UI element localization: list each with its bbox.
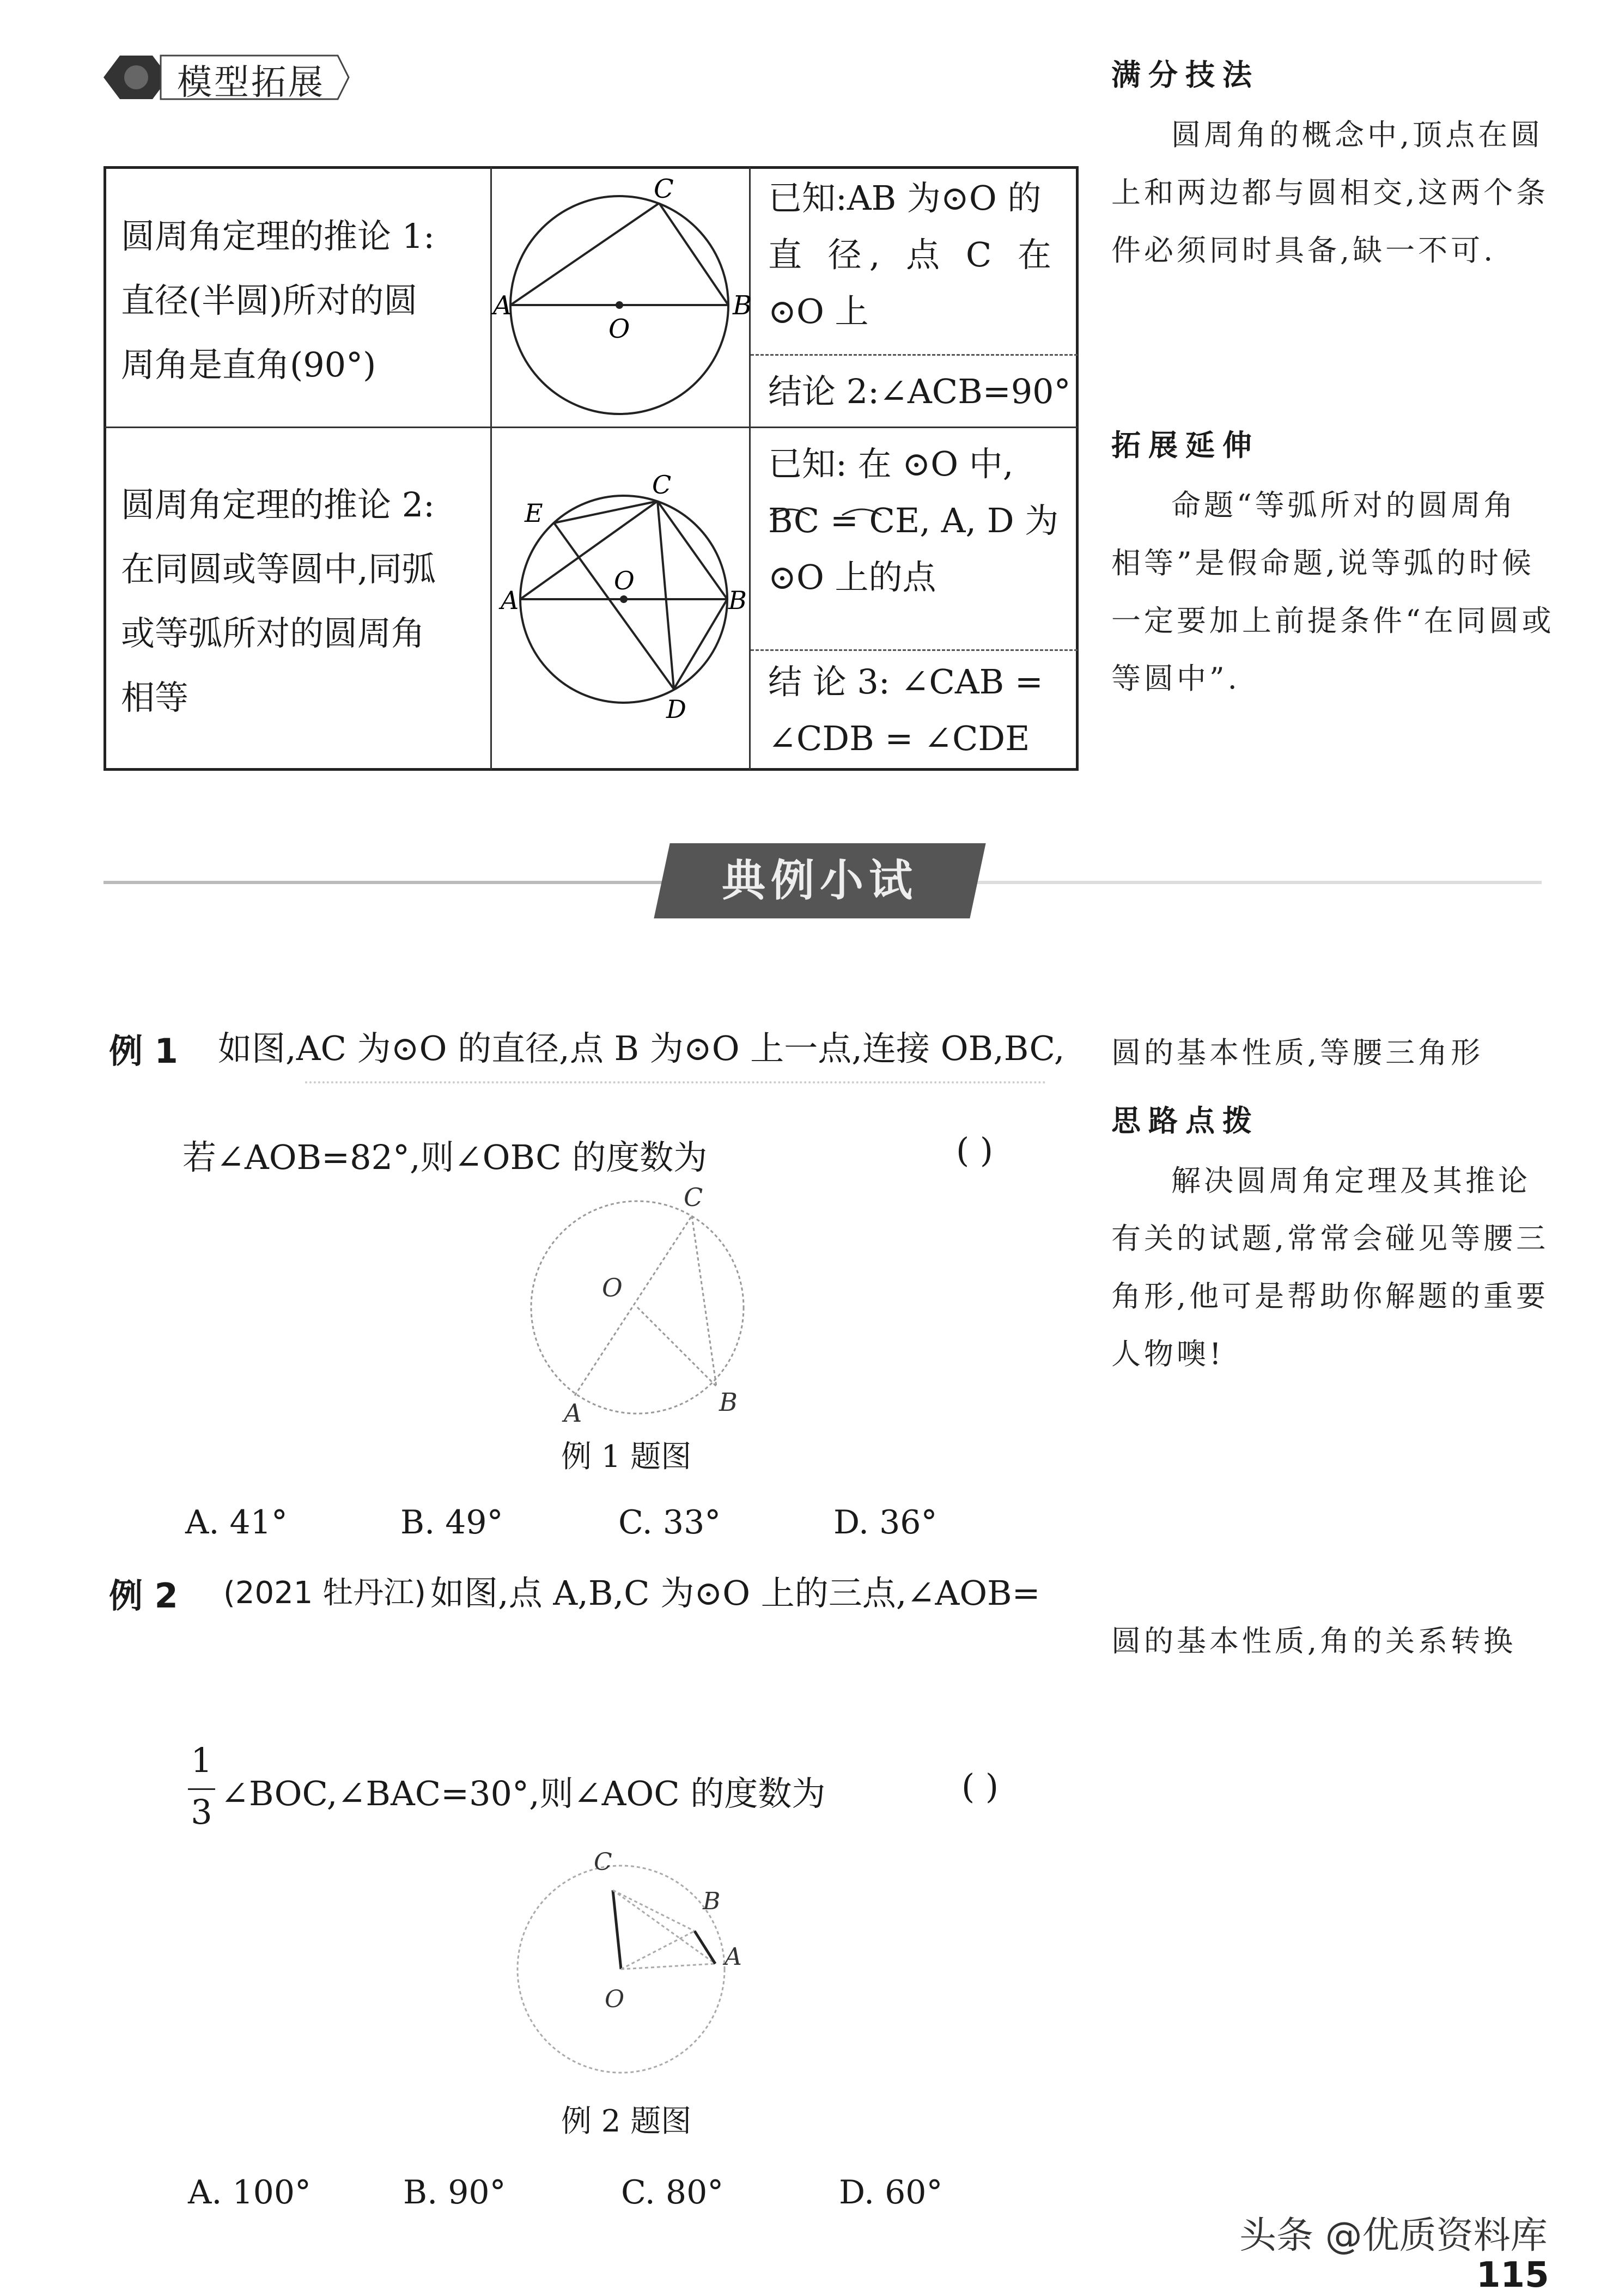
theorem-1-text: [121, 204, 435, 397]
example-2-option-a[interactable]: A. 100°: [188, 2173, 311, 2212]
example-1-option-b[interactable]: B. 49°: [400, 1503, 503, 1542]
conclusion-line: ∠CDB = ∠CDE: [768, 718, 1030, 758]
example-2-line-1: 如图,点 A,B,C 为⊙O 上的三点,∠AOB=: [430, 1573, 1040, 1613]
tip-line: 等圆中”.: [1111, 661, 1240, 696]
label-o: O: [608, 314, 630, 344]
given-line: BC = CE, A, D 为: [768, 501, 1059, 540]
tip-line: 解决圆周角定理及其推论: [1171, 1164, 1531, 1198]
given-line: 已知:AB 为⊙O 的: [768, 178, 1042, 218]
label-a: A: [493, 290, 512, 321]
example-1-label: 例 1: [109, 1031, 178, 1071]
given-line: ⊙O 上的点: [768, 557, 936, 597]
label-o: O: [614, 566, 635, 595]
label-b: B: [703, 1887, 721, 1915]
section-badge-label: 模型拓展: [177, 63, 325, 103]
tip-line: 件必须同时具备,缺一不可.: [1111, 233, 1496, 267]
tip-line: 人物噢!: [1111, 1337, 1225, 1371]
tip-line: 角形,他可是帮助你解题的重要: [1111, 1279, 1549, 1313]
label-c: C: [652, 470, 672, 500]
conclusion-line: 结 论 3: ∠CAB =: [768, 662, 1043, 702]
example-2-option-b[interactable]: B. 90°: [403, 2173, 506, 2212]
theorem-line: 或等弧所对的圆周角: [121, 613, 425, 653]
watermark: 头条 @优质资料库: [1239, 2214, 1548, 2257]
theorem-2-text: [121, 473, 436, 730]
given-line: ⊙O 上: [768, 291, 869, 331]
figure-example-2: [507, 1844, 746, 2084]
table-divider: [105, 427, 1078, 428]
example-1-caption: 例 1 题图: [561, 1439, 692, 1475]
fraction-bar: [188, 1788, 215, 1790]
label-o: O: [602, 1273, 623, 1302]
bleed-through: [305, 1081, 1046, 1091]
section-banner-label: 典例小试: [722, 855, 918, 906]
example-1-option-a[interactable]: A. 41°: [185, 1503, 288, 1542]
tip-2-title: 拓展延伸: [1111, 428, 1259, 462]
figure-theorem-1: [493, 172, 752, 425]
theorem-line: 直径(半圆)所对的圆: [121, 281, 418, 320]
theorem-1-given: [768, 170, 1059, 340]
label-b: B: [719, 1387, 738, 1417]
label-o: O: [605, 1986, 625, 2013]
theorem-2-given: [768, 436, 1058, 606]
tip-line: 圆周角的概念中,顶点在圆: [1171, 118, 1544, 152]
example-2-label: 例 2: [109, 1576, 178, 1616]
example-2-source: (2021 牡丹江): [223, 1575, 427, 1611]
example-2-option-d[interactable]: D. 60°: [839, 2173, 943, 2212]
section-banner: [654, 843, 985, 918]
tip-3-body: [1111, 1152, 1602, 1383]
example-1-option-c[interactable]: C. 33°: [618, 1503, 721, 1542]
theorem-1-conclusion: 结论 2:∠ACB=90°: [768, 371, 1071, 411]
table-dash: [751, 354, 1078, 356]
label-c: C: [684, 1183, 703, 1212]
arc-marks: [766, 501, 891, 517]
theorem-line: 圆周角定理的推论 1:: [121, 216, 435, 256]
label-a: A: [501, 586, 519, 615]
example-1-line-1: 如图,AC 为⊙O 的直径,点 B 为⊙O 上一点,连接 OB,BC,: [218, 1028, 1065, 1068]
table-dash: [751, 649, 1078, 651]
tip-2-body: [1111, 477, 1602, 708]
figure-example-1: [512, 1182, 763, 1433]
example-1-topic: 圆的基本性质,等腰三角形: [1111, 1036, 1484, 1070]
tip-3-title: 思路点拨: [1111, 1104, 1259, 1138]
banner-rule-right: [975, 881, 1542, 884]
theorem-line: 周角是直角(90°): [121, 345, 376, 385]
page-number: 115: [1476, 2255, 1549, 2295]
label-a: A: [564, 1398, 582, 1428]
tip-1-title: 满分技法: [1111, 58, 1259, 92]
tip-line: 有关的试题,常常会碰见等腰三: [1111, 1221, 1549, 1256]
tip-line: 相等”是假命题,说等弧的时候: [1111, 546, 1535, 580]
label-c: C: [594, 1848, 612, 1876]
tip-line: 命题“等弧所对的圆周角: [1171, 488, 1517, 522]
tip-line: 一定要加上前提条件“在同圆或: [1111, 604, 1555, 638]
label-b: B: [728, 586, 747, 615]
label-d: D: [666, 695, 686, 724]
example-1-answer-paren: ( ): [956, 1130, 994, 1170]
example-2-line-2: ∠BOC,∠BAC=30°,则∠AOC 的度数为: [221, 1774, 826, 1813]
figure-theorem-2: [493, 468, 746, 724]
banner-rule-left: [104, 881, 665, 884]
example-1-option-d[interactable]: D. 36°: [833, 1503, 938, 1542]
fraction-denominator: 3: [191, 1792, 212, 1832]
label-b: B: [733, 290, 752, 321]
tip-line: 上和两边都与圆相交,这两个条: [1111, 175, 1549, 210]
label-e: E: [525, 498, 543, 528]
theorem-2-conclusion: [768, 654, 1043, 767]
theorem-line: 圆周角定理的推论 2:: [121, 485, 435, 525]
label-a: A: [725, 1943, 742, 1971]
fraction-numerator: 1: [191, 1740, 212, 1780]
example-1-line-2: 若∠AOB=82°,则∠OBC 的度数为: [182, 1137, 708, 1177]
example-2-option-c[interactable]: C. 80°: [621, 2173, 724, 2212]
table-divider: [749, 167, 751, 770]
given-line: 直 径, 点 C 在: [768, 235, 1059, 275]
given-line: 已知: 在 ⊙O 中,: [768, 444, 1014, 484]
label-c: C: [654, 174, 674, 204]
example-2-answer-paren: ( ): [961, 1767, 999, 1806]
example-2-caption: 例 2 题图: [561, 2104, 692, 2139]
theorem-line: 在同圆或等圆中,同弧: [121, 549, 436, 589]
table-divider: [490, 167, 492, 770]
theorem-line: 相等: [121, 678, 189, 717]
example-2-topic: 圆的基本性质,角的关系转换: [1111, 1624, 1517, 1658]
tip-1-body: [1111, 106, 1602, 279]
